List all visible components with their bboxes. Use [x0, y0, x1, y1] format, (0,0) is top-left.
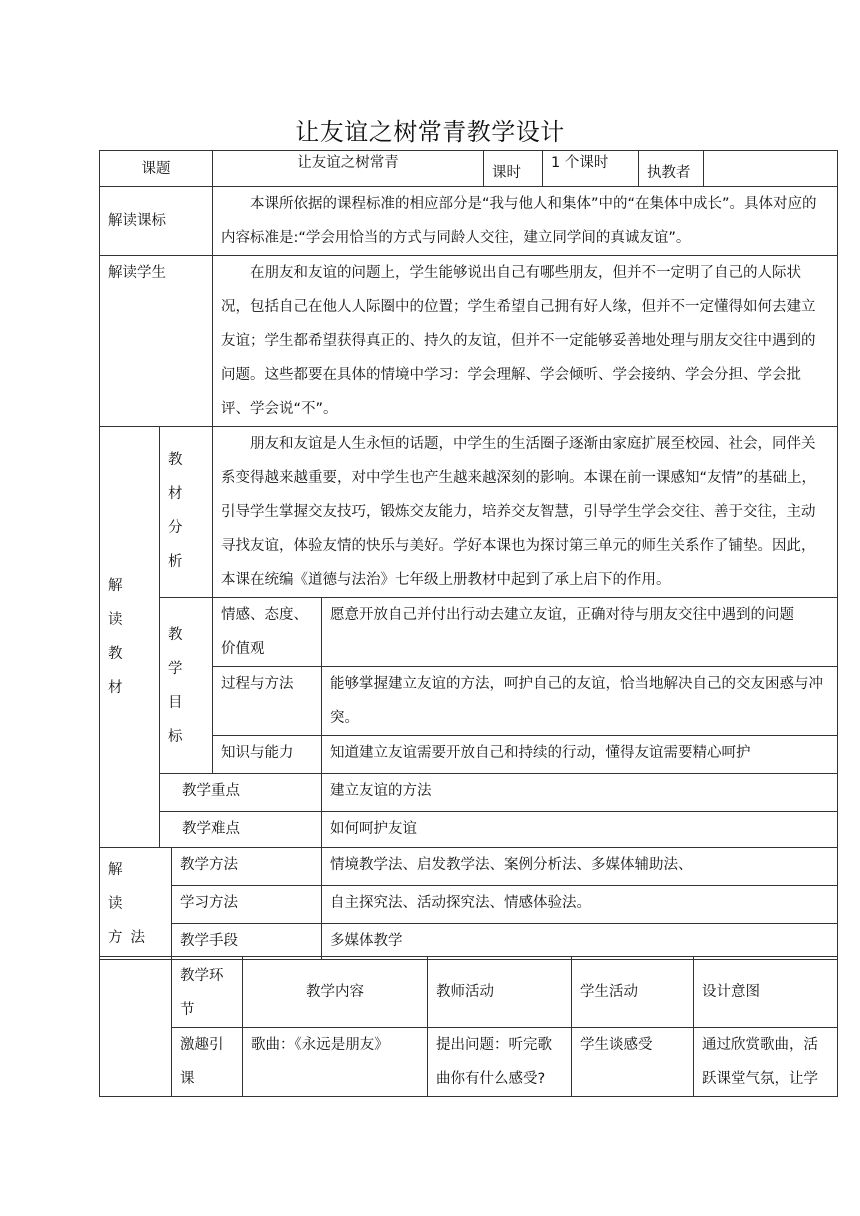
topic-label: 课题 — [100, 151, 213, 187]
standards-text: 本课所依据的课程标准的相应部分是“我与他人和集体”中的“在集体中成长”。具体对应的内容标准是:“学会用恰当的方式与同龄人交往，建立同学间的真诚友谊”。 — [213, 187, 838, 256]
process-row — [100, 1028, 838, 1097]
document-title-wrap — [0, 112, 860, 147]
hours-label: 课时 — [484, 151, 543, 187]
key-label: 教学重点 — [160, 774, 322, 812]
analysis-label: 教 材分析 — [160, 427, 213, 598]
analysis-text: 朋友和友谊是人生永恒的话题，中学生的生活圈子逐渐由家庭扩展至校园、社会，同伴关系变得越来越重要，对中学生也产生越来越深刻的影响。本课在前一课感知“友情”的基础上，引导学生掌握交友技巧，锻炼交友能力，培养交友智慧，引导学生学会交往、善于交往，主动寻找友谊，体验友情的快乐与美好。学好本课也为探讨第三单元的师生关系作了铺垫。因此，本课在统编《道德与法治》七年级上册教材中起到了承上启下的作用。 — [213, 427, 838, 598]
methods-label: 解 读 方法 — [100, 848, 172, 960]
key-point-row — [100, 774, 838, 812]
process-header-row — [100, 957, 838, 1028]
process-stage: 激趣引课 — [172, 1028, 243, 1097]
standards-label: 解读课标 — [100, 187, 213, 256]
header-row — [100, 151, 838, 187]
method-row-3 — [100, 924, 838, 960]
method-text-1: 情境教学法、启发教学法、案例分析法、多媒体辅助法、 — [322, 848, 838, 886]
process-intent: 通过欣赏歌曲，活跃课堂气氛，让学 — [694, 1028, 838, 1097]
key-text: 建立友谊的方法 — [322, 774, 838, 812]
method-text-2: 自主探究法、活动探究法、情感体验法。 — [322, 886, 838, 924]
goal-text-2: 能够掌握建立友谊的方法，呵护自己的友谊，恰当地解决自己的交友困惑与冲突。 — [322, 667, 838, 736]
method-label-3: 教学手段 — [172, 924, 322, 960]
difficulty-label: 教学难点 — [160, 812, 322, 848]
material-analysis-row — [100, 427, 838, 598]
difficulty-text: 如何呵护友谊 — [322, 812, 838, 848]
standards-row — [100, 187, 838, 256]
method-label-1: 教学方法 — [172, 848, 322, 886]
students-label: 解读学生 — [100, 256, 213, 427]
goal-text-3: 知道建立友谊需要开放自己和持续的行动，懂得友谊需要精心呵护 — [322, 736, 838, 774]
material-label: 解 读教材 — [100, 427, 160, 848]
process-header-intent: 设计意图 — [694, 957, 838, 1028]
teacher-value — [704, 151, 838, 187]
method-row-2 — [100, 886, 838, 924]
teacher-label: 执教者 — [639, 151, 704, 187]
process-header-stage: 教学环节 — [172, 957, 243, 1028]
students-text: 在朋友和友谊的问题上，学生能够说出自己有哪些朋友，但并不一定明了自己的人际状况，包括自己在他人人际圈中的位置；学生希望自己拥有好人缘，但并不一定懂得如何去建立友谊；学生都希望获得真正的、持久的友谊，但并不一定能够妥善地处理与朋友交往中遇到的问题。这些都要在具体的情境中学习：学会理解、学会倾听、学会接纳、学会分担、学会批评、学会说“不”。 — [213, 256, 838, 427]
goals-label: 教 学目标 — [160, 598, 213, 774]
goal-label-2: 过程与方法 — [213, 667, 322, 736]
process-content: 歌曲：《永远是朋友》 — [243, 1028, 428, 1097]
goal-label-1: 情感、态度、价值观 — [213, 598, 322, 667]
process-student: 学生谈感受 — [572, 1028, 694, 1097]
process-table — [99, 956, 838, 1097]
method-label-2: 学习方法 — [172, 886, 322, 924]
goal-label-3: 知识与能力 — [213, 736, 322, 774]
process-header-student: 学生活动 — [572, 957, 694, 1028]
difficulty-row — [100, 812, 838, 848]
process-header-teacher: 教师活动 — [428, 957, 572, 1028]
method-text-3: 多媒体教学 — [322, 924, 838, 960]
process-teacher: 提出问题：听完歌曲你有什么感受? — [428, 1028, 572, 1097]
goal-row-1 — [100, 598, 838, 667]
topic-value: 让友谊之树常青 — [213, 151, 484, 187]
goal-text-1: 愿意开放自己并付出行动去建立友谊，正确对待与朋友交往中遇到的问题 — [322, 598, 838, 667]
method-row-1 — [100, 848, 838, 886]
document-title: 让友谊之树常青教学设计 — [295, 118, 565, 146]
lesson-plan-table — [99, 150, 838, 960]
process-blank-cell — [100, 957, 172, 1097]
students-row — [100, 256, 838, 427]
process-header-content: 教学内容 — [243, 957, 428, 1028]
hours-value: 1 个课时 — [543, 151, 639, 187]
